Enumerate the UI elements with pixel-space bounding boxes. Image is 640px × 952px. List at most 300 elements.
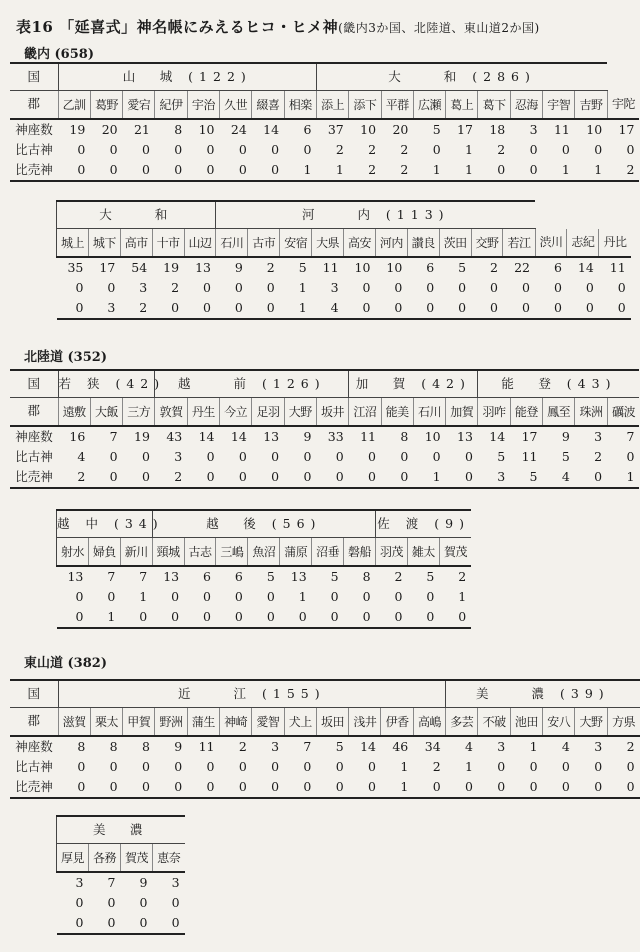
- district-header: 栗太: [90, 708, 122, 737]
- district-header: 蒲原: [280, 538, 312, 567]
- district-header: 磐船: [344, 538, 376, 567]
- cell-total: 7: [626, 428, 635, 444]
- cell-total: 19: [69, 121, 86, 137]
- district-header: 加賀: [446, 398, 478, 427]
- district-header: 安八: [543, 708, 575, 737]
- cell-hiko: 0: [497, 758, 506, 774]
- cell-hime: 0: [152, 607, 184, 628]
- district-header: 葛上: [446, 91, 478, 120]
- cell-hime: 0: [121, 913, 153, 934]
- district-header: 江沼: [349, 398, 381, 427]
- cell-hiko: 0: [529, 141, 538, 157]
- cell-hime: 0: [90, 777, 122, 798]
- district-header: 各務: [89, 844, 121, 873]
- district-header: 婦負: [88, 538, 120, 567]
- province-row: [57, 510, 472, 538]
- district-header: 高嶋: [413, 708, 445, 737]
- cell-total: 17: [521, 428, 538, 444]
- cell-total: 14: [577, 259, 594, 275]
- cell-hime: 0: [478, 160, 510, 181]
- district-header: 蒲生: [187, 708, 219, 737]
- cell-total: 10: [198, 121, 215, 137]
- cell-hiko: 0: [303, 141, 312, 157]
- district-header: 珠洲: [575, 398, 607, 427]
- cell-hiko: 0: [234, 279, 243, 295]
- cell-total: 33: [327, 428, 344, 444]
- district-header: 恵奈: [153, 844, 185, 873]
- district-row: [57, 538, 472, 567]
- table-kinai-1: [10, 62, 639, 182]
- cell-total: 10: [424, 428, 441, 444]
- cell-hiko: 0: [394, 588, 403, 604]
- cell-hiko: 3: [330, 279, 339, 295]
- cell-total: 21: [133, 121, 150, 137]
- cell-hiko: 2: [368, 141, 377, 157]
- district-header: 今立: [220, 398, 252, 427]
- cell-total: 11: [609, 259, 626, 275]
- cell-hime: 0: [58, 777, 90, 798]
- cell-total: 10: [586, 121, 603, 137]
- district-header: 広瀬: [413, 91, 445, 120]
- cell-hime: 0: [248, 298, 280, 319]
- province-header: 若 狭 (42): [58, 370, 155, 398]
- district-header: 足羽: [252, 398, 284, 427]
- district-header: 茨田: [439, 229, 471, 258]
- cell-hiko: 0: [561, 758, 570, 774]
- district-header: 大飯: [90, 398, 122, 427]
- cell-hime: 1: [607, 467, 639, 488]
- cell-hime: 0: [607, 777, 639, 798]
- district-header: 石川: [413, 398, 445, 427]
- province-row: [57, 201, 631, 229]
- cell-hiko: 0: [594, 141, 603, 157]
- cell-total: 2: [238, 738, 247, 754]
- cell-hiko: 0: [238, 141, 247, 157]
- cell-hiko: 3: [174, 448, 183, 464]
- cell-total: 5: [298, 259, 307, 275]
- district-header: 厚見: [57, 844, 89, 873]
- cell-hime: 0: [90, 467, 122, 488]
- cell-hiko: 0: [426, 279, 435, 295]
- cell-hime: 0: [219, 160, 251, 181]
- cell-hiko: 0: [266, 279, 275, 295]
- cell-total: 10: [386, 259, 403, 275]
- cell-total: 17: [457, 121, 473, 137]
- cell-hime: 0: [349, 467, 381, 488]
- district-header: 若江: [503, 229, 535, 258]
- cell-total: 7: [109, 428, 118, 444]
- cell-hime: 0: [219, 777, 251, 798]
- cell-hime: 1: [543, 160, 575, 181]
- cell-hiko: 1: [458, 588, 467, 604]
- cell-hime: 5: [510, 467, 542, 488]
- cell-hiko: 2: [171, 279, 180, 295]
- cell-hime: 0: [155, 160, 187, 181]
- province-header: 越 中 (34): [57, 510, 153, 538]
- cell-hime: 0: [123, 160, 155, 181]
- cell-hiko: 0: [617, 279, 626, 295]
- district-header: 葛下: [478, 91, 510, 120]
- cell-hime: 0: [57, 298, 89, 319]
- cell-hiko: 0: [203, 588, 211, 604]
- cell-total: 19: [134, 428, 150, 444]
- cell-total: 13: [457, 428, 473, 444]
- province-header: 美 濃: [57, 816, 185, 844]
- cell-total: 37: [327, 121, 344, 137]
- row-hime: [10, 160, 639, 181]
- cell-hime: 0: [439, 298, 471, 319]
- cell-hime: 0: [375, 298, 407, 319]
- cell-hiko: 0: [585, 279, 594, 295]
- district-header: 坂井: [316, 398, 348, 427]
- cell-hiko: 0: [234, 588, 243, 604]
- district-header: 葛野: [90, 91, 122, 120]
- province-header: 佐 渡 (9): [376, 510, 472, 538]
- cell-hiko: 0: [107, 279, 116, 295]
- cell-total: 5: [426, 568, 435, 584]
- cell-hiko: 0: [109, 141, 118, 157]
- cell-hiko: 0: [626, 141, 635, 157]
- cell-total: 6: [426, 259, 435, 275]
- region-label-kinai: 畿内 (658): [24, 47, 94, 62]
- cell-total: 1: [529, 738, 538, 754]
- cell-hime: 1: [413, 160, 445, 181]
- district-header: 大野: [284, 398, 316, 427]
- cell-hiko: 0: [75, 279, 84, 295]
- cell-total: 7: [303, 738, 312, 754]
- district-header: 新川: [120, 538, 152, 567]
- row-label-total: 神座数: [15, 121, 53, 137]
- cell-total: 6: [234, 568, 243, 584]
- cell-hiko: 0: [171, 588, 180, 604]
- row-hiko: [57, 587, 472, 607]
- cell-hiko: 0: [271, 758, 280, 774]
- cell-hime: 0: [152, 298, 184, 319]
- cell-hiko: 0: [109, 758, 118, 774]
- cell-hime: 0: [153, 913, 185, 934]
- row-total: [57, 257, 631, 278]
- cell-hiko: 2: [497, 141, 506, 157]
- district-row: [57, 229, 631, 258]
- district-header: 雑太: [407, 538, 439, 567]
- cell-hime: 0: [248, 607, 280, 628]
- cell-hiko: 0: [238, 758, 247, 774]
- cell-hiko: 2: [400, 141, 409, 157]
- cell-total: 24: [230, 121, 247, 137]
- province-header: 越 後 (56): [152, 510, 375, 538]
- cell-hiko: 0: [490, 279, 498, 295]
- cell-hiko: 1: [465, 758, 473, 774]
- cell-total: 3: [75, 874, 84, 890]
- cell-total: 34: [424, 738, 441, 754]
- cell-hiko: 0: [368, 758, 376, 774]
- cell-hime: 0: [123, 467, 155, 488]
- district-row: [10, 91, 639, 120]
- cell-hiko: 0: [522, 279, 530, 295]
- cell-hime: 0: [120, 607, 152, 628]
- cell-hime: 0: [446, 467, 478, 488]
- cell-hime: 0: [381, 467, 413, 488]
- cell-total: 11: [322, 259, 339, 275]
- cell-hime: 0: [280, 607, 312, 628]
- cell-hime: 1: [88, 607, 120, 628]
- province-row: [10, 370, 639, 398]
- district-header: 相楽: [284, 91, 316, 120]
- cell-hiko: 0: [368, 448, 376, 464]
- district-row: [57, 844, 185, 873]
- row-label-hiko: 比古神: [15, 758, 53, 774]
- cell-hime: 0: [535, 298, 567, 319]
- district-header: 賀茂: [121, 844, 153, 873]
- district-header: 添下: [349, 91, 381, 120]
- cell-hime: 0: [187, 777, 219, 798]
- cell-total: 9: [139, 874, 148, 890]
- district-header: 池田: [510, 708, 542, 737]
- cell-total: 2: [626, 738, 635, 754]
- cell-total: 5: [335, 738, 344, 754]
- cell-hiko: 0: [77, 758, 86, 774]
- row-label-hime: 比売神: [10, 160, 58, 181]
- row-label-hiko: 比古神: [15, 448, 53, 464]
- cell-hime: 2: [381, 160, 413, 181]
- cell-hiko: 0: [335, 448, 344, 464]
- cell-hiko: 0: [626, 758, 635, 774]
- cell-total: 14: [263, 121, 280, 137]
- cell-hiko: 0: [206, 448, 215, 464]
- cell-total: 7: [139, 568, 148, 584]
- cell-total: 11: [198, 738, 215, 754]
- cell-hiko: 0: [271, 448, 280, 464]
- district-header: 大県: [312, 229, 344, 258]
- row-hiko: [10, 140, 639, 160]
- cell-total: 2: [266, 259, 275, 275]
- cell-hime: 0: [216, 607, 248, 628]
- cell-hiko: 0: [109, 448, 118, 464]
- row-hiko: [10, 757, 640, 777]
- cell-hime: 0: [316, 467, 348, 488]
- cell-hiko: 0: [141, 448, 150, 464]
- cell-hime: 0: [184, 298, 216, 319]
- province-row: [10, 63, 639, 91]
- cell-hiko: 2: [594, 448, 603, 464]
- cell-total: 14: [360, 738, 376, 754]
- cell-hiko: 0: [107, 894, 116, 910]
- cell-total: 35: [67, 259, 84, 275]
- district-header: 神崎: [219, 708, 251, 737]
- district-header: 能登: [510, 398, 542, 427]
- row-label-province: 国: [10, 370, 58, 398]
- row-hime: [10, 467, 639, 488]
- cell-hiko: 1: [400, 758, 409, 774]
- district-header: 犬上: [284, 708, 316, 737]
- province-header: 大 和: [57, 201, 216, 229]
- row-total: [10, 736, 640, 757]
- cell-total: 46: [392, 738, 409, 754]
- row-hime: [57, 298, 631, 319]
- region-label-tosando: 東山道 (382): [24, 656, 107, 671]
- district-header: 不破: [478, 708, 510, 737]
- cell-total: 10: [360, 121, 377, 137]
- caption-title: 表16 「延喜式」神名帳にみえるヒコ・ヒメ神: [16, 18, 339, 36]
- cell-total: 13: [290, 568, 307, 584]
- district-header: 羽咋: [478, 398, 510, 427]
- table-caption: [16, 16, 540, 37]
- cell-total: 8: [362, 568, 371, 584]
- province-header: 河 内 (113): [216, 201, 535, 229]
- cell-total: 3: [594, 738, 603, 754]
- district-header: 羽茂: [376, 538, 408, 567]
- district-header: 城下: [88, 229, 120, 258]
- cell-hiko: 0: [553, 279, 562, 295]
- cell-hiko: 11: [521, 448, 538, 464]
- cell-total: 6: [303, 121, 312, 137]
- cell-hime: 1: [284, 160, 316, 181]
- district-header: 頸城: [152, 538, 184, 567]
- district-header: 甲賀: [123, 708, 155, 737]
- district-header: 久世: [219, 91, 251, 120]
- cell-hiko: 0: [426, 588, 435, 604]
- province-row: [10, 680, 640, 708]
- cell-hime: 0: [376, 607, 408, 628]
- cell-hime: 0: [89, 913, 121, 934]
- row-label-district: 郡: [10, 398, 58, 427]
- row-total: [57, 872, 185, 893]
- district-header: 山辺: [184, 229, 216, 258]
- district-header: 渋川: [535, 229, 567, 258]
- district-header: 志紀: [567, 229, 599, 258]
- cell-hiko: 0: [594, 758, 603, 774]
- district-header: 宇治: [187, 91, 219, 120]
- cell-hime: 0: [510, 160, 542, 181]
- district-header: 高市: [120, 229, 152, 258]
- cell-total: 3: [497, 738, 506, 754]
- cell-hime: 0: [316, 777, 348, 798]
- cell-total: 11: [360, 428, 376, 444]
- province-header: 山 城 (122): [58, 63, 316, 91]
- cell-hiko: 0: [432, 448, 441, 464]
- cell-hime: 0: [478, 777, 510, 798]
- table-tosan-1: [10, 679, 640, 799]
- district-header: 十市: [152, 229, 184, 258]
- cell-hiko: 0: [464, 448, 473, 464]
- cell-hiko: 0: [330, 588, 339, 604]
- province-header: 大 和 (286): [316, 63, 607, 91]
- cell-hiko: 0: [75, 588, 84, 604]
- cell-total: 17: [618, 121, 635, 137]
- cell-total: 5: [458, 259, 467, 275]
- cell-total: 14: [489, 428, 506, 444]
- cell-total: 4: [561, 738, 570, 754]
- district-header: 添上: [316, 91, 348, 120]
- district-header: 三方: [123, 398, 155, 427]
- district-header: 交野: [471, 229, 503, 258]
- cell-total: 14: [198, 428, 215, 444]
- district-header: 城上: [57, 229, 89, 258]
- cell-hime: 0: [567, 298, 599, 319]
- row-total: [57, 566, 472, 587]
- cell-hiko: 0: [206, 758, 215, 774]
- cell-total: 8: [141, 738, 150, 754]
- cell-hime: 0: [187, 160, 219, 181]
- cell-total: 19: [163, 259, 180, 275]
- cell-hiko: 1: [465, 141, 473, 157]
- cell-hime: 0: [344, 298, 376, 319]
- row-label-province: 国: [10, 63, 58, 91]
- cell-hiko: 0: [266, 588, 275, 604]
- cell-hiko: 0: [400, 448, 409, 464]
- cell-hime: 0: [446, 777, 478, 798]
- cell-hime: 2: [607, 160, 639, 181]
- cell-hime: 2: [120, 298, 152, 319]
- cell-total: 17: [99, 259, 116, 275]
- cell-hime: 1: [381, 777, 413, 798]
- cell-total: 16: [69, 428, 86, 444]
- row-label-hiko: 比古神: [15, 141, 53, 157]
- cell-hiko: 0: [303, 448, 312, 464]
- district-header: 賀茂: [439, 538, 471, 567]
- cell-hiko: 0: [432, 141, 441, 157]
- cell-hiko: 0: [141, 758, 150, 774]
- cell-hime: 0: [155, 777, 187, 798]
- cell-hiko: 0: [206, 141, 215, 157]
- cell-hime: 3: [88, 298, 120, 319]
- district-header: 滋賀: [58, 708, 90, 737]
- cell-total: 4: [465, 738, 473, 754]
- district-header: 愛智: [252, 708, 284, 737]
- row-hime: [57, 607, 472, 628]
- cell-hime: 1: [413, 467, 445, 488]
- cell-total: 54: [131, 259, 148, 275]
- cell-hime: 4: [312, 298, 344, 319]
- district-header: 能美: [381, 398, 413, 427]
- row-total: [10, 119, 639, 140]
- cell-total: 13: [163, 568, 180, 584]
- cell-hiko: 0: [238, 448, 247, 464]
- cell-hiko: 0: [77, 141, 86, 157]
- district-header: 讃良: [407, 229, 439, 258]
- cell-hiko: 0: [362, 588, 371, 604]
- cell-hime: 0: [57, 913, 89, 934]
- district-row: [10, 398, 639, 427]
- cell-hime: 0: [413, 777, 445, 798]
- cell-hime: 1: [316, 160, 348, 181]
- district-header: 紀伊: [155, 91, 187, 120]
- cell-total: 7: [107, 874, 116, 890]
- row-label-hime: 比売神: [10, 467, 58, 488]
- district-header: 魚沼: [248, 538, 280, 567]
- row-label-district: 郡: [10, 91, 58, 120]
- row-hiko: [10, 447, 639, 467]
- cell-hiko: 0: [75, 894, 84, 910]
- row-label-hime: 比売神: [10, 777, 58, 798]
- row-hime: [57, 913, 185, 934]
- cell-total: 18: [489, 121, 506, 137]
- cell-hiko: 0: [271, 141, 280, 157]
- table-tosan-2: [56, 815, 185, 935]
- cell-hiko: 0: [174, 758, 183, 774]
- cell-hiko: 2: [335, 141, 344, 157]
- cell-total: 3: [171, 874, 180, 890]
- cell-hime: 0: [184, 607, 216, 628]
- cell-hiko: 1: [298, 279, 307, 295]
- province-header: 近 江 (155): [58, 680, 446, 708]
- cell-hiko: 0: [171, 894, 180, 910]
- province-row: [57, 816, 185, 844]
- district-header: 鳳至: [543, 398, 575, 427]
- cell-total: 22: [514, 259, 530, 275]
- cell-hime: 0: [252, 777, 284, 798]
- cell-hime: 0: [123, 777, 155, 798]
